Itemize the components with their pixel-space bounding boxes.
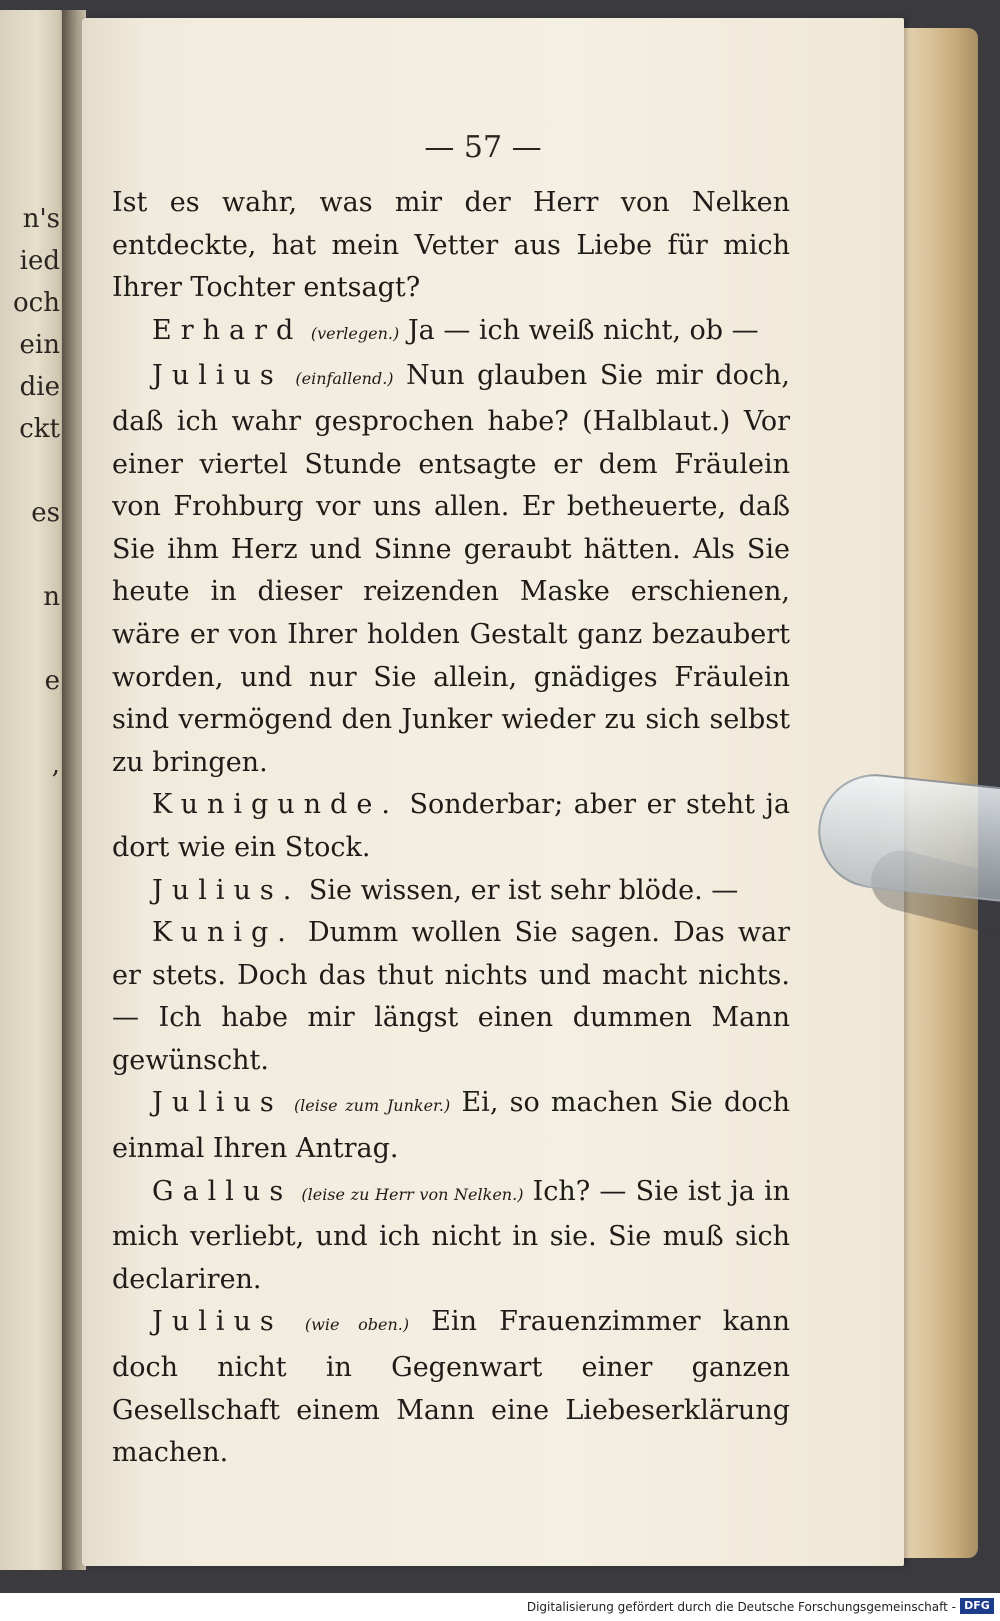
dialogue-text: Sonderbar; aber er steht ja dort wie ein Stock.	[112, 789, 790, 863]
speaker-name: Kunigunde.	[152, 789, 399, 821]
previous-page-fragment: e	[44, 666, 60, 696]
dialogue-line	[112, 1171, 790, 1302]
previous-page-fragment: n	[43, 582, 60, 612]
dialogue-text: Ja — ich weiß nicht, ob —	[407, 314, 759, 346]
dialogue-line	[112, 1082, 790, 1170]
previous-page-fragment: die	[19, 372, 60, 402]
speaker-name: Julius	[152, 1306, 283, 1338]
dialogue-line	[112, 870, 790, 913]
speaker-name: Gallus	[152, 1175, 293, 1207]
speaker-name: Julius.	[152, 874, 301, 906]
previous-page-fragment: ,	[51, 750, 60, 780]
dialogue-text: Dumm wollen Sie sagen. Das war er stets. Doch das thut nichts und macht nichts. — Ich habe mir längst einen dummen Mann gewünscht.	[112, 917, 790, 1076]
speaker-name: Kunig.	[152, 917, 295, 949]
previous-page-fragment: och	[13, 288, 60, 318]
stage-direction: (einfallend.)	[295, 369, 394, 389]
previous-page-fragment: ckt	[19, 414, 60, 444]
dialogue-line	[112, 310, 790, 356]
paragraph-text: Ist es wahr, was mir der Herr von Nelken entdeckte, hat mein Vetter aus Liebe für mich Ihrer Tochter entsagt?	[112, 187, 790, 304]
speaker-name: Erhard	[152, 314, 303, 346]
previous-page-fragment: n's	[22, 204, 60, 234]
speaker-name: Julius	[152, 360, 283, 392]
digitization-footer	[0, 1593, 1000, 1621]
dialogue-line	[112, 1301, 790, 1474]
previous-page-fragment: ied	[19, 246, 60, 276]
previous-page-fragment: ein	[19, 330, 60, 360]
dialogue-text: Ich? — Sie ist ja in mich verliebt, und ich nicht in sie. Sie muß sich declariren.	[112, 1175, 791, 1295]
dialogue-line	[112, 784, 790, 869]
dialogue-text: Sie wissen, er ist sehr blöde. —	[308, 874, 739, 906]
paragraph	[112, 182, 790, 310]
stage-direction: (verlegen.)	[310, 323, 400, 343]
previous-page-edge	[0, 10, 66, 1570]
page-text	[112, 182, 790, 1475]
dialogue-text: Ei, so machen Sie doch einmal Ihren Antrag.	[112, 1087, 791, 1165]
stage-direction: (wie oben.)	[304, 1315, 410, 1335]
dfg-logo: DFG	[960, 1598, 994, 1614]
funding-credit: Digitalisierung gefördert durch die Deutsche Forschungsgemeinschaft -	[526, 1600, 956, 1614]
dialogue-text: Ein Frauenzimmer kann doch nicht in Gegenwart einer ganzen Gesellschaft einem Mann eine Liebeserklärung machen.	[112, 1306, 790, 1469]
page-number: — 57 —	[424, 130, 542, 165]
stage-direction: (leise zum Junker.)	[293, 1096, 451, 1116]
dialogue-line	[112, 912, 790, 1082]
speaker-name: Julius	[152, 1087, 283, 1119]
stage-direction: (leise zu Herr von Nelken.)	[301, 1184, 524, 1204]
previous-page-fragment: es	[31, 498, 60, 528]
dialogue-line	[112, 355, 790, 784]
dialogue-text: Nun glauben Sie mir doch, daß ich wahr gesprochen habe? (Halblaut.) Vor einer viertel Stunde entsagte er dem Fräulein von Frohburg vor uns allen. Er betheuerte, daß Sie ihm Herz und Sinne geraubt hätten. Als Sie heute in dieser reizenden Maske erschienen, wäre er von Ihrer holden Gestalt ganz bezaubert worden, und nur Sie allein, gnädiges Fräulein sind vermögend den Junker wieder zu sich selbst zu bringen.	[112, 360, 790, 778]
